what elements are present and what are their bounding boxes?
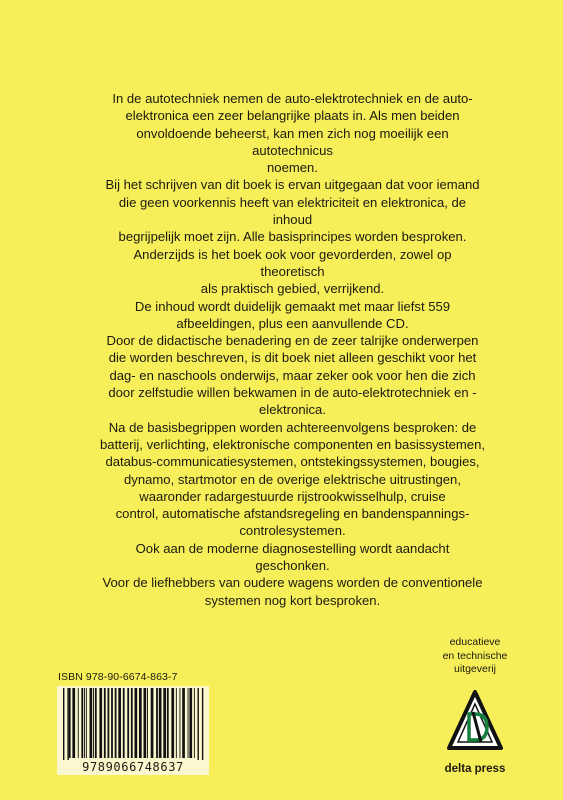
blurb-line: systemen nog kort besproken. <box>204 592 381 608</box>
blurb-line: databus-communicatiesystemen, ontstekingssystemen, bougies, <box>105 454 480 470</box>
publisher-brand: delta press <box>444 763 506 775</box>
blurb-line: afbeeldingen, plus een aanvullende CD. <box>176 315 409 331</box>
publisher-line: educatieve <box>449 636 501 648</box>
blurb-line: Door de didactische benadering en de zeer talrijke onderwerpen <box>106 333 479 349</box>
delta-press-logo-icon <box>447 690 503 752</box>
blurb-line: dag- en naschools onderwijs, maar zeker ook voor hen die zich <box>109 367 476 383</box>
blurb-line: door zelfstudie willen bekwamen in de auto-elektrotechniek en - <box>108 385 477 401</box>
blurb-line: controlesystemen. <box>239 523 346 539</box>
barcode <box>57 686 209 775</box>
publisher-tagline <box>420 636 530 677</box>
blurb-line: Ook aan de moderne diagnosestelling wordt aandacht geschonken. <box>135 540 450 574</box>
blurb-line: batterij, verlichting, elektronische componenten en basissystemen, <box>100 436 486 452</box>
barcode-digits: 9789066748637 <box>57 760 209 774</box>
blurb-line: onvoldoende beheerst, kan men zich nog moeilijk een autotechnicus <box>136 125 449 158</box>
blurb-line: begrijpelijk moet zijn. Alle basisprincipes worden besproken. <box>118 229 467 245</box>
blurb-line: Anderzijds is het boek ook voor gevorderden, zowel op theoretisch <box>133 246 452 279</box>
blurb-line: In de autotechniek nemen de auto-elektrotechniek en de auto- <box>112 91 473 106</box>
blurb-line: Voor de liefhebbers van oudere wagens worden de conventionele <box>102 575 483 591</box>
blurb-line: elektronica. <box>259 402 326 418</box>
publisher-line: uitgeverij <box>453 663 497 675</box>
blurb-line: De inhoud wordt duidelijk gemaakt met maar liefst 559 <box>134 298 451 314</box>
back-cover-blurb <box>100 90 485 609</box>
blurb-line: noemen. <box>267 160 318 176</box>
barcode-bars <box>57 686 209 762</box>
blurb-line: die geen voorkennis heeft van elektriciteit en elektronica, de inhoud <box>118 194 467 228</box>
blurb-line: die worden beschreven, is dit boek niet alleen geschikt voor het <box>108 350 477 366</box>
blurb-line: Na de basisbegrippen worden achtereenvolgens besproken: de <box>108 419 477 435</box>
publisher-line: en technische <box>442 649 508 662</box>
blurb-line: waaronder radargestuurde rijstrookwisselhulp, cruise <box>139 488 446 504</box>
blurb-line: dynamo, startmotor en de overige elektrische uitrustingen, <box>124 471 461 487</box>
blurb-line: control, automatische afstandsregeling en bandenspannings- <box>115 506 470 522</box>
blurb-line: als praktisch gebied, verrijkend. <box>200 281 385 297</box>
blurb-line: elektronica een zeer belangrijke plaats in. Als men beiden <box>125 108 460 124</box>
blurb-line: Bij het schrijven van dit boek is ervan uitgegaan dat voor iemand <box>105 177 480 193</box>
isbn-label: ISBN 978-90-6674-863-7 <box>58 671 178 683</box>
